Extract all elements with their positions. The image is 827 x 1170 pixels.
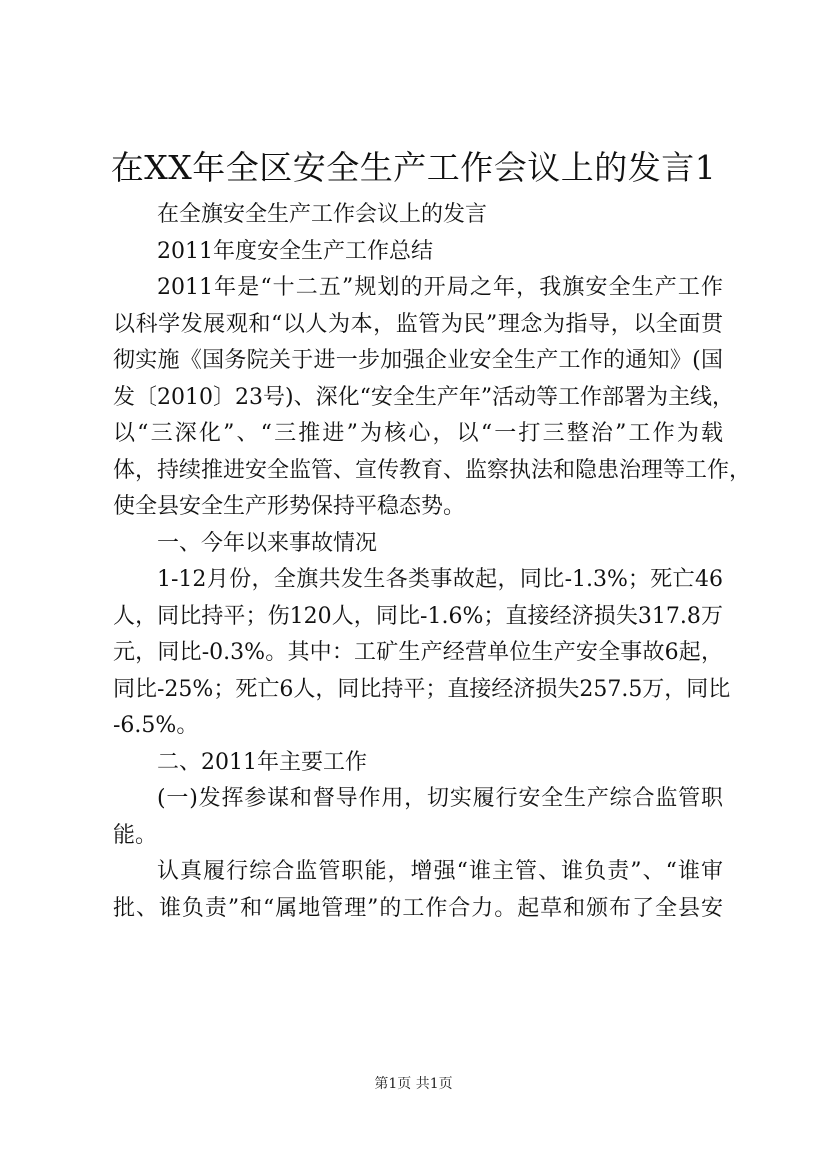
body-line: 同比-25%；死亡6人，同比持平；直接经济损失257.5万，同比 — [113, 676, 731, 702]
body-line: 元，同比-0.3%。其中：工矿生产经营单位生产安全事故6起， — [113, 640, 723, 665]
body-line: 发〔2010〕23号)、深化“安全生产年”活动等工作部署为主线， — [113, 384, 735, 410]
body-line: 一、今年以来事故情况 — [157, 530, 378, 556]
body-line: -6.5%。 — [113, 713, 199, 738]
body-line: 能。 — [113, 822, 158, 848]
body-line: 彻实施《国务院关于进一步加强企业安全生产工作的通知》(国 — [113, 348, 723, 373]
body-line: 批、谁负责”和“属地管理”的工作合力。起草和颁布了全县安 — [113, 895, 723, 921]
body-line: 在全旗安全生产工作会议上的发言 — [157, 202, 488, 227]
document-body — [113, 197, 752, 927]
body-line: 2011年度安全生产工作总结 — [157, 238, 433, 264]
body-line: 1-12月份，全旗共发生各类事故起，同比-1.3%；死亡46 — [157, 567, 723, 592]
page-footer: 第1页 共1页 — [374, 1076, 453, 1092]
body-line: 人，同比持平；伤120人，同比-1.6%；直接经济损失317.8万 — [113, 603, 723, 629]
body-line: 二、2011年主要工作 — [157, 749, 367, 775]
body-line: 体，持续推进安全监管、宣传教育、监察执法和隐患治理等工作， — [113, 457, 752, 483]
body-line: 2011年是“十二五”规划的开局之年，我旗安全生产工作 — [157, 275, 723, 300]
body-line: 认真履行综合监管职能，增强“谁主管、谁负责”、“谁审 — [157, 859, 723, 884]
document-title: 在XX年全区安全生产工作会议上的发言1 — [110, 148, 717, 187]
body-line: 以科学发展观和“以人为本，监管为民”理念为指导，以全面贯 — [113, 311, 723, 337]
body-line: 以“三深化”、“三推进”为核心，以“一打三整治”工作为载 — [113, 421, 723, 446]
body-line: (一)发挥参谋和督导作用，切实履行安全生产综合监管职 — [157, 786, 723, 811]
body-line: 使全县安全生产形势保持平稳态势。 — [113, 494, 466, 519]
